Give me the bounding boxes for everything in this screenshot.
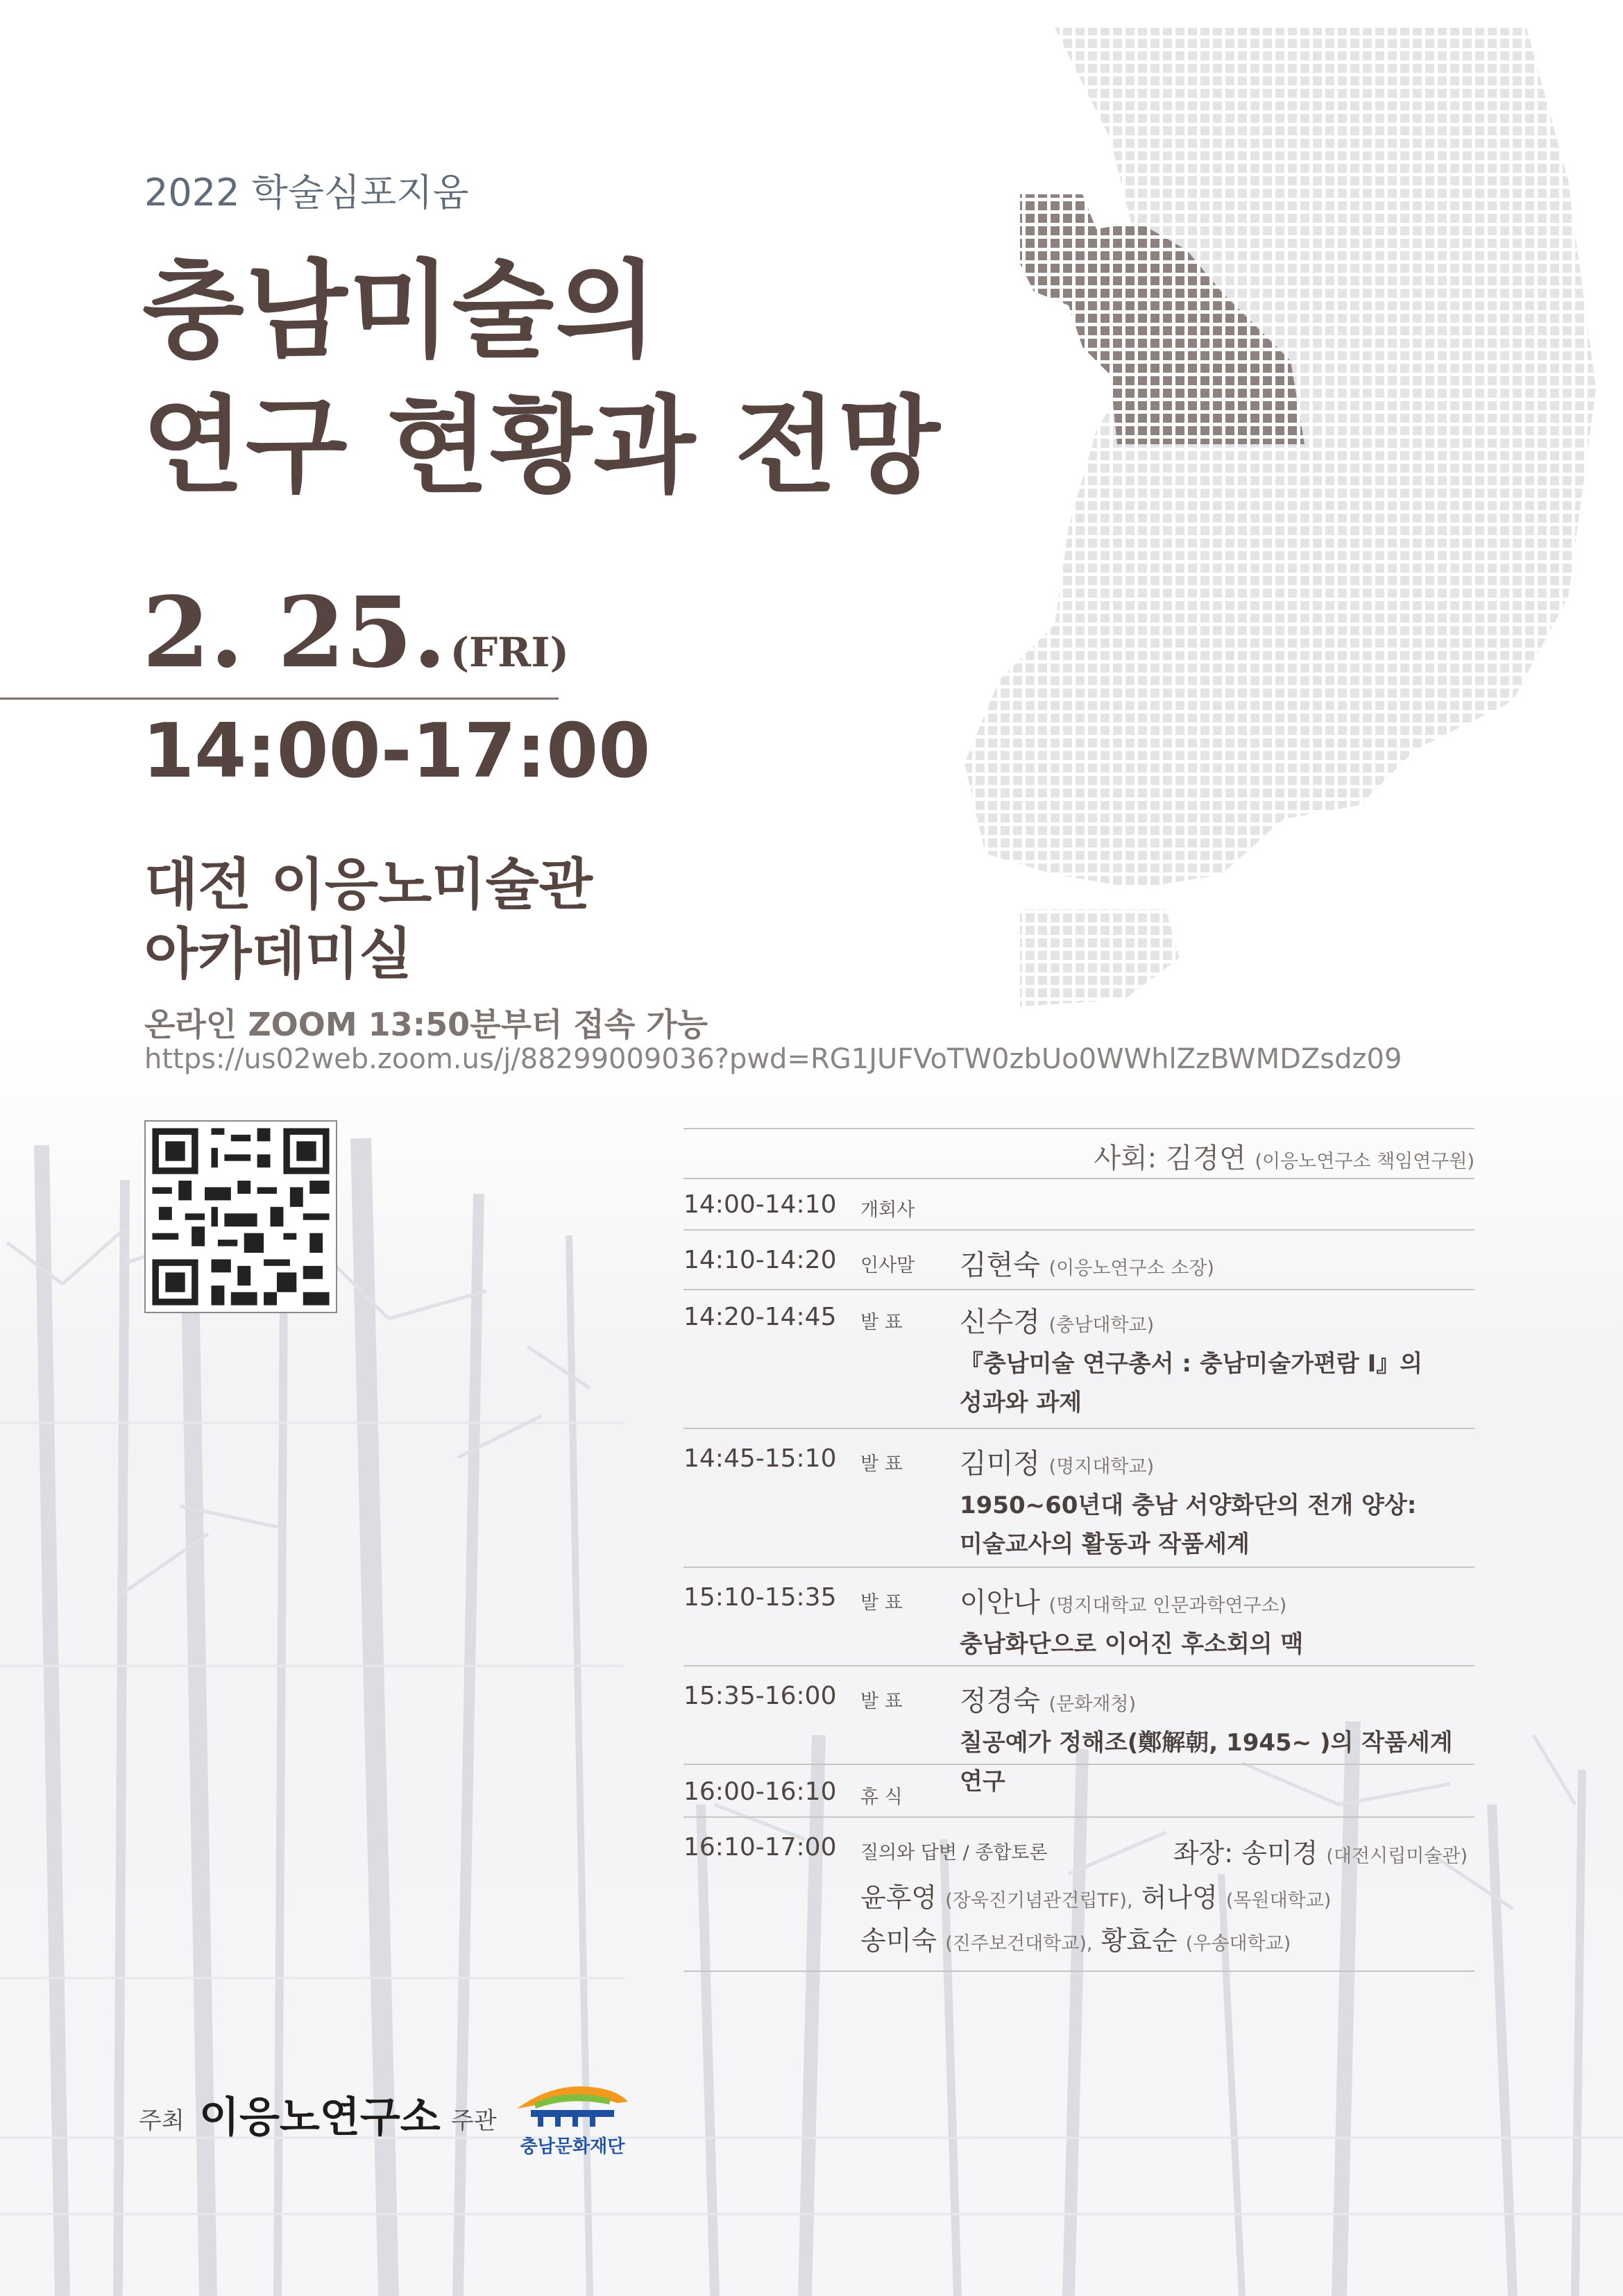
- event-subtitle: 2022 학술심포지움: [144, 171, 469, 214]
- qr-code-icon: [146, 1122, 336, 1312]
- session-type: 인사말: [860, 1255, 915, 1276]
- session-time: 15:10-15:35: [683, 1583, 837, 1612]
- schedule-row: [683, 1428, 1475, 1567]
- session-time: 16:10-17:00: [683, 1833, 837, 1862]
- speaker: [960, 1442, 1154, 1481]
- discussion-chair: [1173, 1832, 1468, 1870]
- date-divider: [0, 698, 559, 700]
- session-time: 14:00-14:10: [683, 1190, 837, 1219]
- paper-title: [960, 1625, 1303, 1664]
- speaker-affiliation: (충남대학교): [1048, 1315, 1155, 1336]
- session-type: 휴 식: [860, 1787, 903, 1808]
- paper-title-line: 미술교사의 활동과 작품세계: [960, 1530, 1250, 1558]
- speaker: [960, 1300, 1154, 1340]
- speaker-name: 이안나: [960, 1587, 1040, 1619]
- moderator-row: [683, 1128, 1475, 1178]
- panelist-name: 황효순: [1101, 1925, 1178, 1956]
- speaker-affiliation: (명지대학교): [1048, 1456, 1155, 1478]
- session-time: 15:35-16:00: [683, 1682, 837, 1710]
- schedule-row: [683, 1178, 1475, 1229]
- paper-title: [960, 1486, 1416, 1564]
- online-note: 온라인 ZOOM 13:50분부터 접속 가능: [144, 1006, 708, 1043]
- session-type: 개회사: [860, 1199, 915, 1221]
- session-time: 14:10-14:20: [683, 1246, 837, 1274]
- panelist-name: 윤후영: [860, 1882, 937, 1913]
- speaker: [960, 1580, 1286, 1620]
- event-date: [142, 576, 569, 690]
- session-type: 발 표: [860, 1592, 903, 1614]
- title-line-2: 연구 현황과 전망: [142, 385, 942, 507]
- paper-title-line: 1950~60년대 충남 서양화단의 전개 양상:: [960, 1492, 1417, 1519]
- host-label: 주최: [139, 2107, 185, 2135]
- zoom-link[interactable]: https://us02web.zoom.us/j/88299009036?pwd=RG1JUFVoTW0zbUo0WWhlZzBWMDZsdz09: [144, 1043, 1402, 1075]
- speaker-name: 김현숙: [960, 1249, 1040, 1281]
- qr-code[interactable]: [144, 1120, 337, 1313]
- session-time: 14:20-14:45: [683, 1303, 837, 1331]
- speaker: [960, 1679, 1136, 1719]
- session-type: 발 표: [860, 1691, 903, 1712]
- moderator-name: 사회: 김경연: [1094, 1142, 1246, 1174]
- session-time: 14:45-15:10: [683, 1444, 837, 1473]
- moderator: [1094, 1136, 1475, 1176]
- paper-title-line: 칠공예가 정해조(鄭解朝, 1945~ )의 작품세계 연구: [960, 1729, 1453, 1796]
- program-schedule: [683, 1128, 1475, 1972]
- speaker-affiliation: (명지대학교 인문과학연구소): [1048, 1595, 1287, 1617]
- chair-affiliation: (대전시립미술관): [1326, 1846, 1468, 1867]
- panelists-line-1: [860, 1876, 1331, 1914]
- speaker-name: 김미정: [960, 1448, 1040, 1480]
- panelist-name: 송미숙: [860, 1925, 937, 1956]
- foundation-logo-icon: [513, 2081, 631, 2129]
- supervisor-label: 주관: [451, 2107, 497, 2135]
- panelist-affiliation: (목원대학교): [1225, 1890, 1332, 1911]
- paper-title: [960, 1344, 1422, 1422]
- panelist-affiliation: (진주보건대학교),: [945, 1933, 1093, 1955]
- paper-title-line: 『충남미술 연구총서 : 충남미술가편람 Ⅰ』의: [960, 1350, 1423, 1378]
- venue-line-1: 대전 이응노미술관: [144, 852, 593, 917]
- session-type: 발 표: [860, 1453, 903, 1475]
- speaker-affiliation: (이응노연구소 소장): [1048, 1258, 1214, 1279]
- event-date-main: 2. 25.: [142, 576, 447, 690]
- panelist-affiliation: (우송대학교): [1185, 1933, 1291, 1955]
- schedule-row: [683, 1567, 1475, 1665]
- session-time: 16:00-16:10: [683, 1778, 837, 1806]
- panelist-affiliation: (장욱진기념관건립TF),: [945, 1890, 1133, 1911]
- schedule-row: [683, 1229, 1475, 1289]
- supervisor-logo: [513, 2081, 631, 2157]
- speaker-name: 신수경: [960, 1306, 1040, 1338]
- moderator-affiliation: (이응노연구소 책임연구원): [1255, 1151, 1475, 1172]
- schedule-row: [683, 1764, 1475, 1816]
- supervisor-name: 충남문화재단: [520, 2136, 625, 2157]
- host-logo: 이응노연구소: [199, 2093, 441, 2142]
- event-time: 14:00-17:00: [142, 708, 651, 795]
- paper-title-line: 충남화단으로 이어진 후소회의 맥: [960, 1630, 1304, 1658]
- chair-name: 좌장: 송미경: [1173, 1838, 1318, 1868]
- speaker: [960, 1243, 1214, 1283]
- page-title: [142, 243, 942, 514]
- event-venue: [144, 850, 593, 989]
- session-type: 발 표: [860, 1312, 903, 1333]
- venue-line-2: 아카데미실: [144, 922, 413, 986]
- title-line-1: 충남미술의: [142, 249, 659, 372]
- paper-title-line: 성과와 과제: [960, 1389, 1082, 1417]
- panelist-name: 허나영: [1141, 1882, 1218, 1913]
- speaker-name: 정경숙: [960, 1685, 1040, 1717]
- schedule-bottom-rule: [683, 1970, 1475, 1972]
- schedule-row: [683, 1816, 1475, 1970]
- event-date-day: (FRI): [450, 629, 569, 676]
- session-type: 질의와 답변 / 종합토론: [860, 1842, 1048, 1864]
- panelists-line-2: [860, 1919, 1291, 1957]
- schedule-row: [683, 1289, 1475, 1428]
- speaker-affiliation: (문화재청): [1048, 1694, 1137, 1715]
